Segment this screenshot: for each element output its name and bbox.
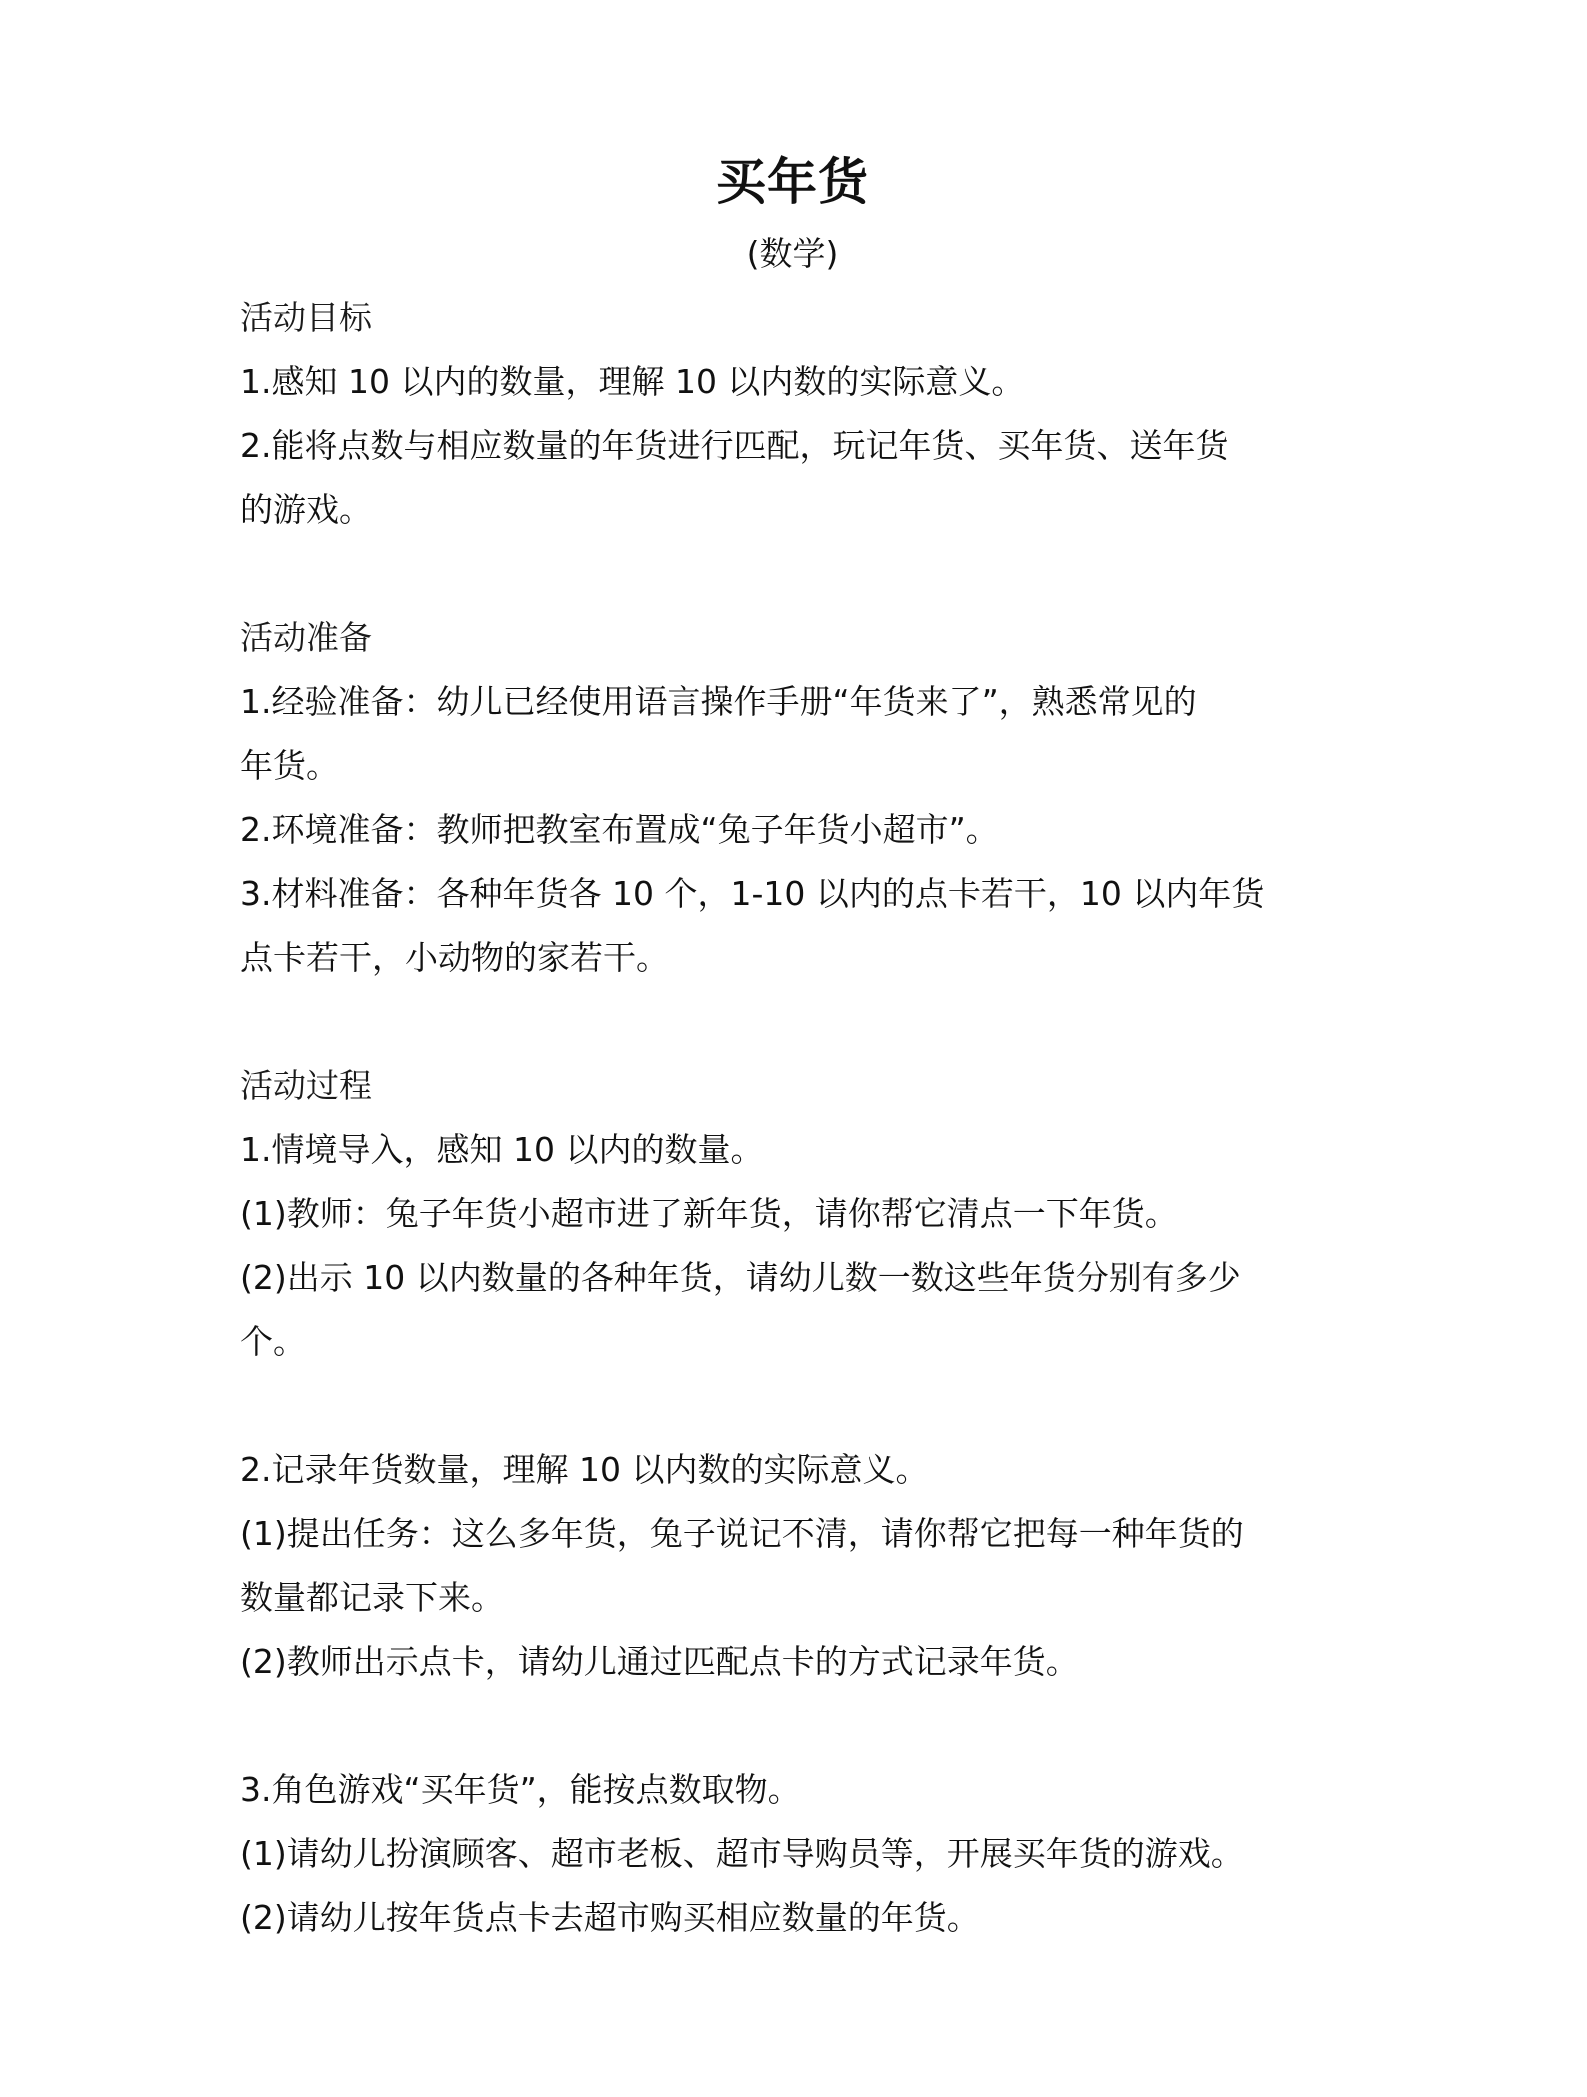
section-heading-objectives: 活动目标 xyxy=(240,298,372,337)
section-heading-process: 活动过程 xyxy=(240,1066,372,1105)
preparation-line-2: 2.环境准备：教师把教室布置成“兔子年货小超市”。 xyxy=(240,810,999,849)
document-title: 买年货 xyxy=(716,153,869,211)
objective-line-2: 2.能将点数与相应数量的年货进行匹配，玩记年货、买年货、送年货 xyxy=(240,426,1229,465)
objective-line-2-cont: 的游戏。 xyxy=(240,490,372,529)
process-step-2-sub-1: (1)提出任务：这么多年货，兔子说记不清，请你帮它把每一种年货的 xyxy=(240,1514,1244,1553)
document-subtitle: (数学) xyxy=(746,234,839,273)
process-step-1: 1.情境导入，感知 10 以内的数量。 xyxy=(240,1130,764,1169)
process-step-3-sub-2: (2)请幼儿按年货点卡去超市购买相应数量的年货。 xyxy=(240,1898,980,1937)
preparation-line-1: 1.经验准备：幼儿已经使用语言操作手册“年货来了”，熟悉常见的 xyxy=(240,682,1197,721)
objective-line-1: 1.感知 10 以内的数量，理解 10 以内数的实际意义。 xyxy=(240,362,1025,401)
process-step-2-sub-1-cont: 数量都记录下来。 xyxy=(240,1578,504,1617)
process-step-1-sub-2: (2)出示 10 以内数量的各种年货，请幼儿数一数这些年货分别有多少 xyxy=(240,1258,1241,1297)
process-step-2: 2.记录年货数量，理解 10 以内数的实际意义。 xyxy=(240,1450,929,1489)
process-step-3: 3.角色游戏“买年货”，能按点数取物。 xyxy=(240,1770,801,1809)
preparation-line-1-cont: 年货。 xyxy=(240,746,339,785)
process-step-2-sub-2: (2)教师出示点卡，请幼儿通过匹配点卡的方式记录年货。 xyxy=(240,1642,1079,1681)
preparation-line-3-cont: 点卡若干，小动物的家若干。 xyxy=(240,938,669,977)
section-heading-preparation: 活动准备 xyxy=(240,618,372,657)
process-step-1-sub-1: (1)教师：兔子年货小超市进了新年货，请你帮它清点一下年货。 xyxy=(240,1194,1178,1233)
process-step-3-sub-1: (1)请幼儿扮演顾客、超市老板、超市导购员等，开展买年货的游戏。 xyxy=(240,1834,1244,1873)
preparation-line-3: 3.材料准备：各种年货各 10 个，1-10 以内的点卡若干，10 以内年货 xyxy=(240,874,1265,913)
process-step-1-sub-2-cont: 个。 xyxy=(240,1322,306,1361)
